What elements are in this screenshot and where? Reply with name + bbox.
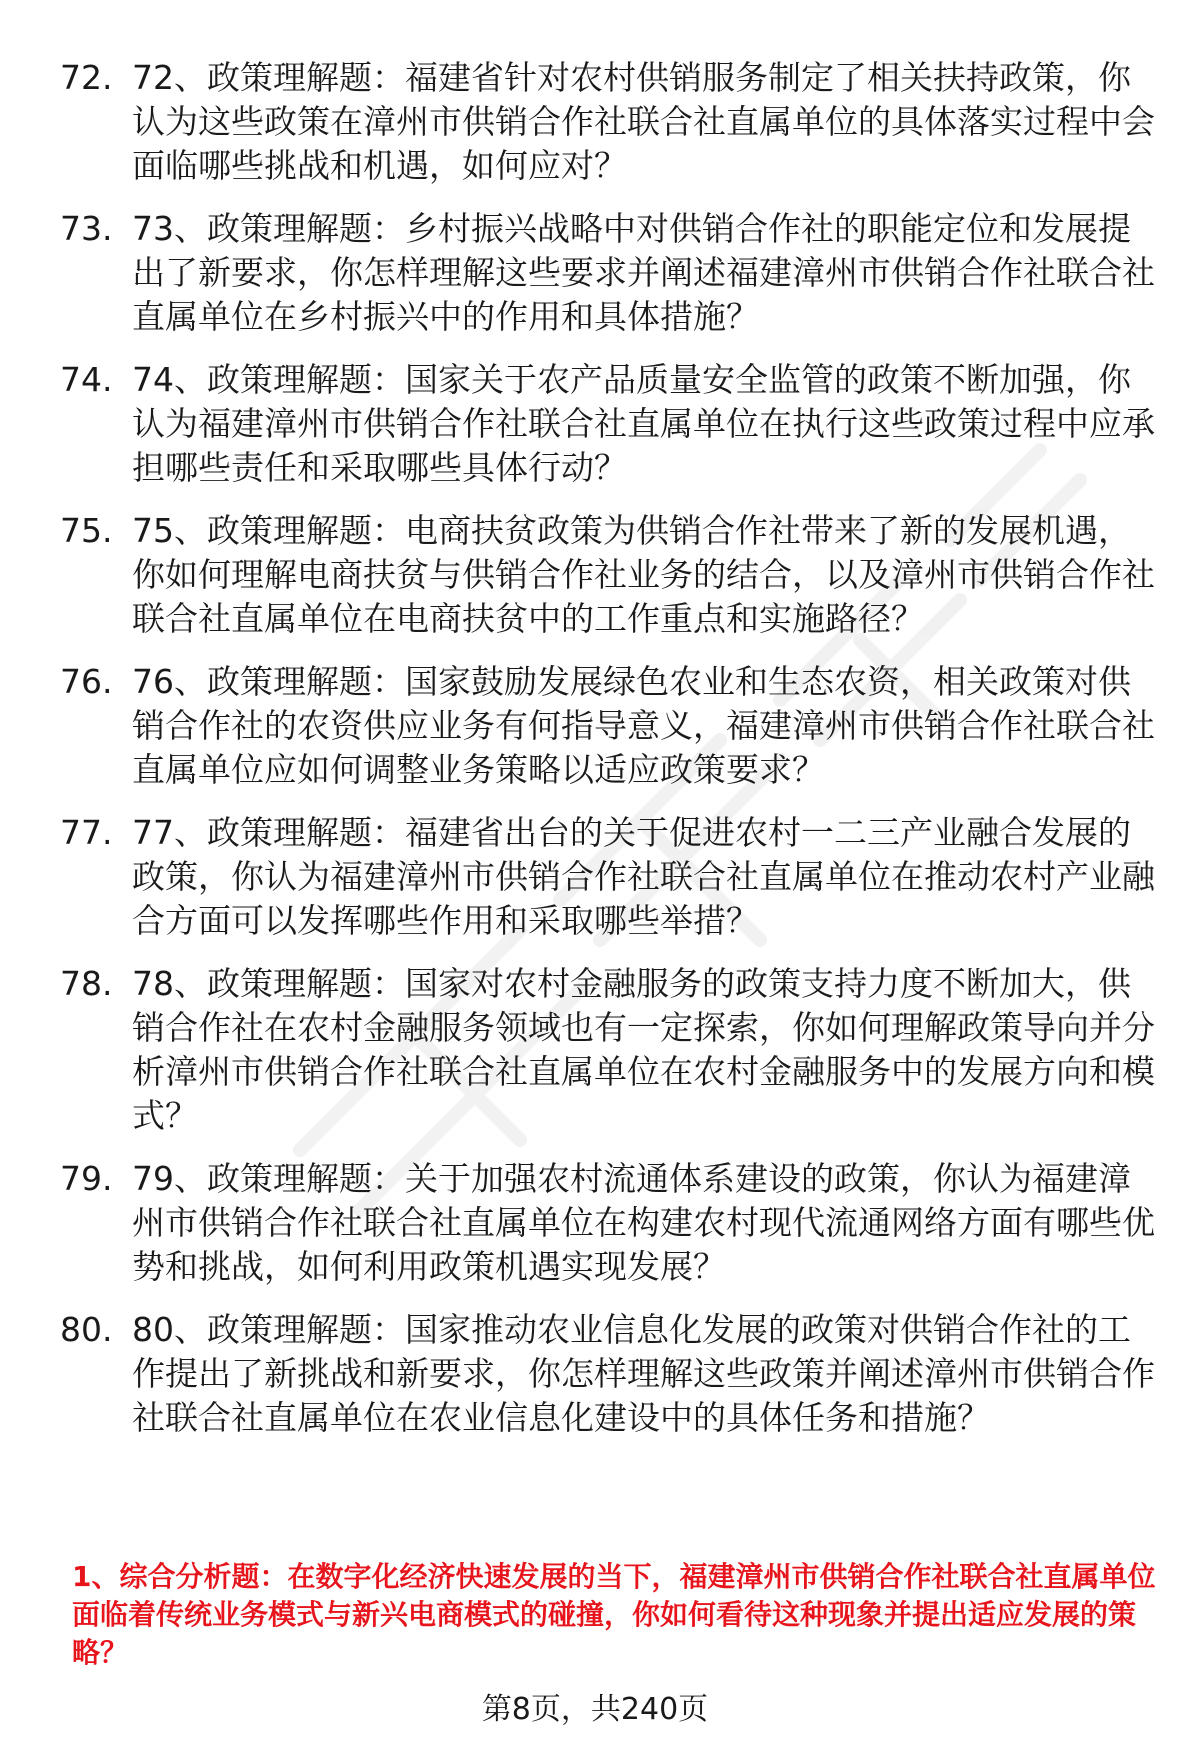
question-text: 73、政策理解题：乡村振兴战略中对供销合作社的职能定位和发展提出了新要求，你怎样理解这些要求并阐述福建漳州市供销合作社联合社直属单位在乡村振兴中的作用和具体措施？ xyxy=(132,209,1155,336)
question-number: 73. xyxy=(60,209,113,248)
question-text: 80、政策理解题：国家推动农业信息化发展的政策对供销合作社的工作提出了新挑战和新要求，你怎样理解这些政策并阐述漳州市供销合作社联合社直属单位在农业信息化建设中的具体任务和措施？ xyxy=(132,1310,1155,1437)
page-number: 第8页，共240页 xyxy=(481,1692,709,1727)
question-number: 72. xyxy=(60,58,113,97)
question-number: 79. xyxy=(60,1159,113,1198)
question-item xyxy=(60,358,1160,490)
question-item xyxy=(60,811,1160,943)
question-item xyxy=(60,207,1160,339)
question-number: 76. xyxy=(60,662,113,701)
question-item xyxy=(60,509,1160,641)
question-number: 80. xyxy=(60,1310,113,1349)
question-item xyxy=(60,1308,1160,1440)
question-number: 77. xyxy=(60,813,113,852)
question-text: 75、政策理解题：电商扶贫政策为供销合作社带来了新的发展机遇，你如何理解电商扶贫与供销合作社业务的结合，以及漳州市供销合作社联合社直属单位在电商扶贫中的工作重点和实施路径？ xyxy=(132,511,1155,638)
question-text: 76、政策理解题：国家鼓励发展绿色农业和生态农资，相关政策对供销合作社的农资供应业务有何指导意义，福建漳州市供销合作社联合社直属单位应如何调整业务策略以适应政策要求？ xyxy=(132,662,1155,789)
question-text: 74、政策理解题：国家关于农产品质量安全监管的政策不断加强，你认为福建漳州市供销合作社联合社直属单位在执行这些政策过程中应承担哪些责任和采取哪些具体行动？ xyxy=(132,360,1155,487)
question-item xyxy=(60,1157,1160,1289)
question-number: 78. xyxy=(60,964,113,1003)
question-item xyxy=(60,660,1160,792)
question-text: 72、政策理解题：福建省针对农村供销服务制定了相关扶持政策，你认为这些政策在漳州市供销合作社联合社直属单位的具体落实过程中会面临哪些挑战和机遇，如何应对？ xyxy=(132,58,1155,185)
question-number: 75. xyxy=(60,511,113,550)
question-text: 79、政策理解题：关于加强农村流通体系建设的政策，你认为福建漳州市供销合作社联合社直属单位在构建农村现代流通网络方面有哪些优势和挑战，如何利用政策机遇实现发展？ xyxy=(132,1159,1155,1286)
question-number: 74. xyxy=(60,360,113,399)
highlighted-question: 1、综合分析题：在数字化经济快速发展的当下，福建漳州市供销合作社联合社直属单位面临着传统业务模式与新兴电商模式的碰撞，你如何看待这种现象并提出适应发展的策略？ xyxy=(72,1560,1156,1669)
question-item xyxy=(60,56,1160,188)
question-text: 78、政策理解题：国家对农村金融服务的政策支持力度不断加大，供销合作社在农村金融服务领域也有一定探索，你如何理解政策导向并分析漳州市供销合作社联合社直属单位在农村金融服务中的发展方向和模式？ xyxy=(132,964,1155,1135)
question-item xyxy=(60,962,1160,1138)
question-list xyxy=(60,56,1160,1459)
question-text: 77、政策理解题：福建省出台的关于促进农村一二三产业融合发展的政策，你认为福建漳州市供销合作社联合社直属单位在推动农村产业融合方面可以发挥哪些作用和采取哪些举措？ xyxy=(132,813,1155,940)
